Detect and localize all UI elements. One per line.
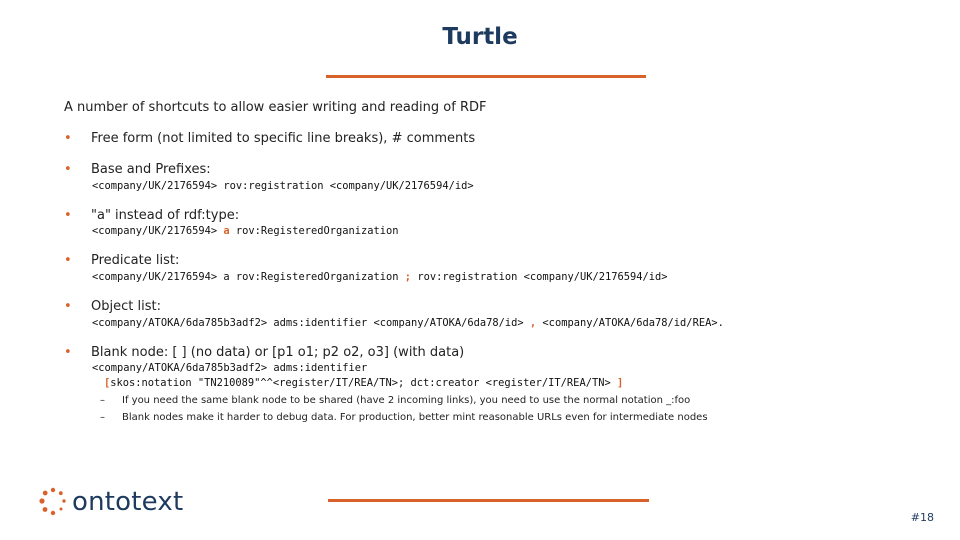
code-example xyxy=(92,271,668,283)
ontotext-logo xyxy=(38,486,183,518)
code-part: rov:registration <company/UK/2176594/id> xyxy=(411,271,668,283)
logo-text: ontotext xyxy=(72,487,184,517)
title-underline xyxy=(326,75,646,78)
sub-bullet-marker: – xyxy=(100,395,105,406)
bullet-marker: • xyxy=(64,162,72,177)
bullet-marker: • xyxy=(64,131,72,146)
page-number: #18 xyxy=(910,511,934,524)
code-highlight: ; xyxy=(404,271,412,283)
code-part: <company/ATOKA/6da78/id/REA>. xyxy=(536,317,724,329)
bullet-text: Object list: xyxy=(91,299,161,314)
code-example xyxy=(104,377,623,389)
bullet-marker: • xyxy=(64,345,72,360)
code-example: <company/ATOKA/6da785b3adf2> adms:identifier xyxy=(92,362,368,374)
bullet-text: Base and Prefixes: xyxy=(91,162,211,177)
code-highlight: , xyxy=(529,317,537,329)
bullet-text: Free form (not limited to specific line breaks), # comments xyxy=(91,131,476,146)
bullet-text: Blank node: [ ] (no data) or [p1 o1; p2 o2, o3] (with data) xyxy=(91,345,465,360)
code-highlight: [ xyxy=(104,377,111,389)
code-part: skos:notation "TN210089"^^<register/IT/REA/TN>; dct:creator <register/IT/REA/TN> xyxy=(110,377,617,389)
slide-title: Turtle xyxy=(442,24,518,50)
code-part: <company/UK/2176594> a rov:RegisteredOrganization xyxy=(92,271,405,283)
footer-rule xyxy=(328,499,649,502)
code-example xyxy=(92,225,399,237)
code-highlight: a xyxy=(223,225,230,237)
code-part: rov:RegisteredOrganization xyxy=(229,225,399,237)
bullet-marker: • xyxy=(64,208,72,223)
intro-text: A number of shortcuts to allow easier writing and reading of RDF xyxy=(64,100,487,115)
sub-bullet-text: If you need the same blank node to be shared (have 2 incoming links), you need to use the normal notation _:foo xyxy=(122,395,691,406)
bullet-marker: • xyxy=(64,253,72,268)
bullet-text: Predicate list: xyxy=(91,253,180,268)
sub-bullet-marker: – xyxy=(100,412,105,423)
ontotext-dots-logo-icon xyxy=(38,487,68,517)
code-highlight: ] xyxy=(616,377,624,389)
code-example: <company/UK/2176594> rov:registration <company/UK/2176594/id> xyxy=(92,180,474,192)
bullet-text: "a" instead of rdf:type: xyxy=(91,208,240,223)
code-part: <company/ATOKA/6da785b3adf2> adms:identifier <company/ATOKA/6da78/id> xyxy=(92,317,530,329)
bullet-marker: • xyxy=(64,299,72,314)
code-example xyxy=(92,317,724,329)
sub-bullet-text: Blank nodes make it harder to debug data. For production, better mint reasonable URLs even for intermediate nodes xyxy=(122,412,708,423)
code-part: <company/UK/2176594> xyxy=(92,225,224,237)
